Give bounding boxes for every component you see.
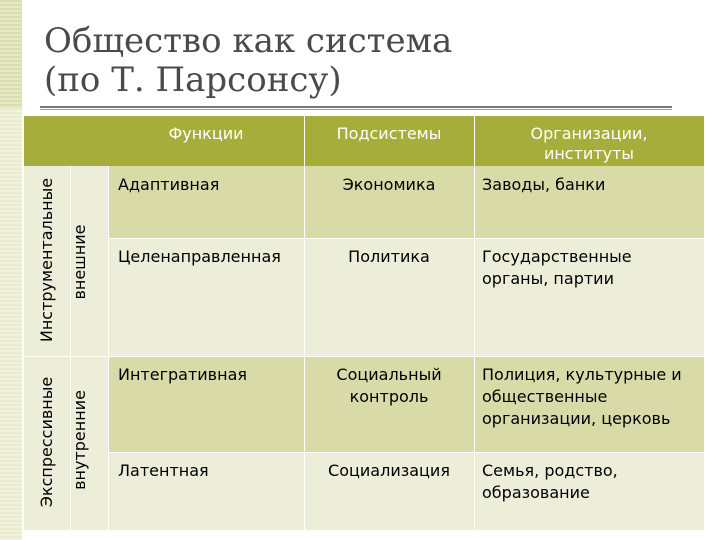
grid-line [108,452,704,453]
cell-function: Адаптивная [118,175,220,194]
title-line-2: (по Т. Парсонсу) [44,60,342,100]
cell-function: Интегративная [118,365,247,384]
header-organizations: Организации, институты [530,124,648,163]
cell-function: Целенаправленная [118,247,281,266]
header-subsystems: Подсистемы [336,124,442,143]
header-functions: Функции [168,124,244,143]
title-line-1: Общество как система [44,21,453,61]
cell-subsystem: Политика [348,247,430,266]
cell-organizations: Заводы, банки [482,175,606,194]
group-label-expressive: Экспрессивные [37,376,56,508]
grid-line [108,166,109,530]
parsons-table [24,116,704,530]
cell-subsystem: Экономика [342,175,436,194]
slide-title [44,22,452,100]
decorative-side-bar-lower [0,108,22,540]
grid-line [24,356,704,357]
cell-organizations: Полиция, культурные и общественные организации, церковь [482,365,682,428]
title-underline-thin [40,109,672,110]
group-label-external: внешние [70,224,89,300]
cell-function: Латентная [118,461,209,480]
title-underline [40,106,672,108]
group-label-instrumental: Инструментальные [37,177,56,343]
cell-organizations: Государственные органы, партии [482,247,632,288]
cell-subsystem: Социализация [328,461,450,480]
group-label-internal: внутренние [70,390,89,490]
cell-organizations: Семья, родство, образование [482,461,618,502]
cell-subsystem: Социальный контроль [336,365,442,406]
grid-line [108,238,704,239]
grid-line [474,116,475,530]
